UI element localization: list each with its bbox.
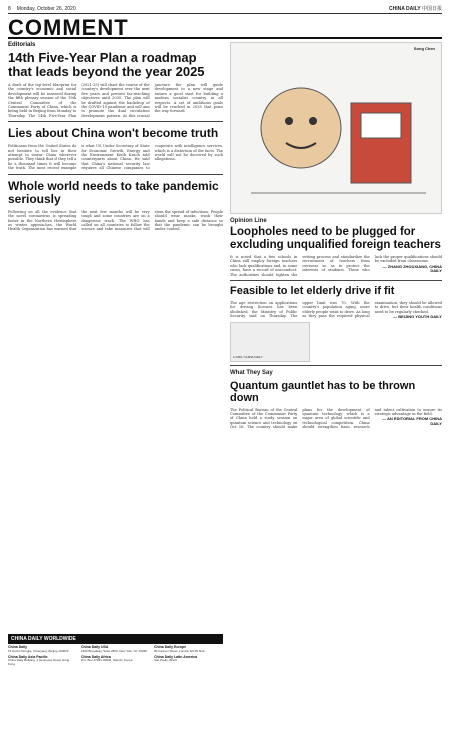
lead-editorial-body [8, 83, 223, 118]
what-they-say-text: The Political Bureau of the Central Committee of the Communist Party of China held a study session on quantum science and technology on Oct 16. The country should make plans for the development of quantum technology, which is a major area of global scientific and technological competition. China should strengthen basic research and talent cultivation to ensure its strategic advantage in the field. [230, 407, 442, 430]
office-entry: China Daily 15 Huixin Dongjie, Chaoyang, Beijing 100029 [8, 645, 69, 653]
cartoon-illustration [231, 43, 442, 214]
paper-name: CHINA DAILY [389, 6, 421, 12]
lead-editorial-text: A draft of the top-level blueprint for the country's economic and social development will be assessed during the fifth plenary session of the 19th Central Committee of the Communist Party of China, which is being held in Beijing from Monday to Thursday. The 14th Five-Year Plan (2021-25) will chart the course of the country's development over the next five years and present far-reaching objectives until 2035. The plan will be drafted against the backdrop of the COVID-19 pandemic and will aim to promote the dual circulation development pattern. At this crucial juncture the plan will guide development to a new stage and ensure a good start for building a modern socialist country in all respects. A set of ambitious goals will be reached in 2035 that point the way forward. [8, 83, 223, 118]
page-header-bar [8, 4, 442, 14]
what-they-say-byline: — AN EDITORIAL FROM CHINA DAILY [382, 416, 442, 426]
masthead-title: COMMENT [8, 15, 129, 40]
third-editorial-text: Following on all the evidence that the novel coronavirus is spreading faster in the Northern Hemisphere as winter approaches, the World Health Organization has warned that the next few months will be very tough and some countries are on a dangerous track. The WHO has called on all countries to follow the science and take measures that will stem the spread of infections. People should wear masks, wash their hands and keep a safe distance so that the pandemic can be brought under control. [8, 209, 223, 232]
divider [230, 280, 442, 281]
opinion-first-byline: — ZHANG ZHOUXIANG, CHINA DAILY [382, 263, 442, 274]
second-editorial-body [8, 144, 223, 170]
opinion-first-text: It is noted that a few schools in China still employ foreign teachers who lack qualifications and, in some cases, have a record of misconduct. The authorities should tighten the vetting process and standardize the recruitment of teachers from overseas so as to protect the interests of students. Those who lack the proper qualifications should be excluded from classrooms. [230, 255, 442, 277]
opinion-line-label: Opinion Line [230, 218, 267, 224]
driver-photo [230, 322, 310, 362]
footer-offices [8, 644, 223, 667]
third-editorial-body [8, 210, 223, 232]
section-masthead [8, 15, 442, 39]
opinion-second-headline: Feasible to let elderly drive if fit [230, 285, 395, 298]
office-entry: China Daily Asia Pacific China Daily Building, 1 Hennessy Road, Hong Kong [8, 654, 70, 667]
opinion-second-body [230, 301, 442, 320]
office-entry: China Daily Europe 90 Cannon Street, London EC4N 6HA [154, 645, 205, 653]
footer-title: CHINA DAILY WORLDWIDE [8, 634, 223, 644]
what-they-say-body [230, 408, 442, 430]
opinion-first-headline: Loopholes need to be plugged for excluding unqualified foreign teachers [230, 226, 441, 251]
issue-date: Monday, October 26, 2020 [16, 5, 76, 12]
office-entry: China Daily USA 1500 Broadway, Suite 2800, New York, NY 10036 [81, 645, 147, 653]
photo-caption: LI MIN / CHINA DAILY [233, 354, 263, 359]
cartoon-artist: Song Chen [413, 46, 435, 51]
editorials-column [8, 42, 223, 232]
second-editorial-headline: Lies about China won't become truth [8, 126, 219, 141]
opinion-column [230, 42, 442, 430]
divider [8, 174, 223, 175]
third-editorial-headline: Whole world needs to take pandemic seriously [8, 178, 219, 206]
divider [230, 365, 442, 366]
divider [8, 121, 223, 122]
editorial-cartoon [230, 42, 442, 214]
opinion-first-body [230, 255, 442, 277]
lead-editorial-headline: 14th Five-Year Plan a roadmap that leads beyond the year 2025 [8, 50, 205, 79]
editorials-label: Editorials [8, 42, 36, 48]
what-they-say-label: What They Say [230, 369, 273, 376]
what-they-say-headline: Quantum gauntlet has to be thrown down [230, 379, 416, 404]
opinion-second-byline: — BEIJING YOUTH DAILY [393, 314, 442, 320]
page-number: 8 [8, 5, 11, 12]
office-entry: China Daily Africa P.O. Box 27281-00506, Nairobi, Kenya [81, 654, 133, 663]
opinion-second-text: The age restriction on applications for driving licenses has been abolished, the Ministry of Public Security said on Thursday. The upper limit was 70. With the country's population aging, more elderly people want to drive. As long as they pass the required physical examination, they should be allowed to drive, but their health conditions need to be regularly checked. [230, 301, 442, 319]
office-entry: China Daily Latin America Sao Paulo, Brazil [154, 654, 198, 663]
paper-name-cn: 中国日报 [421, 6, 442, 12]
worldwide-footer [8, 634, 223, 667]
second-editorial-text: Politicians from the United States do not hesitate to tell lies in their attempt to smear China wherever possible. They think that if they tell a lie a thousand times it will become the truth. The most recent example is what US Under Secretary of State for Economic Growth, Energy and the Environment Keith Krach told counterparts about China. He said that China's national security law requires all Chinese companies to cooperate with intelligence services, which is a distortion of the facts. The world will not be deceived by such allegations. [8, 144, 223, 171]
